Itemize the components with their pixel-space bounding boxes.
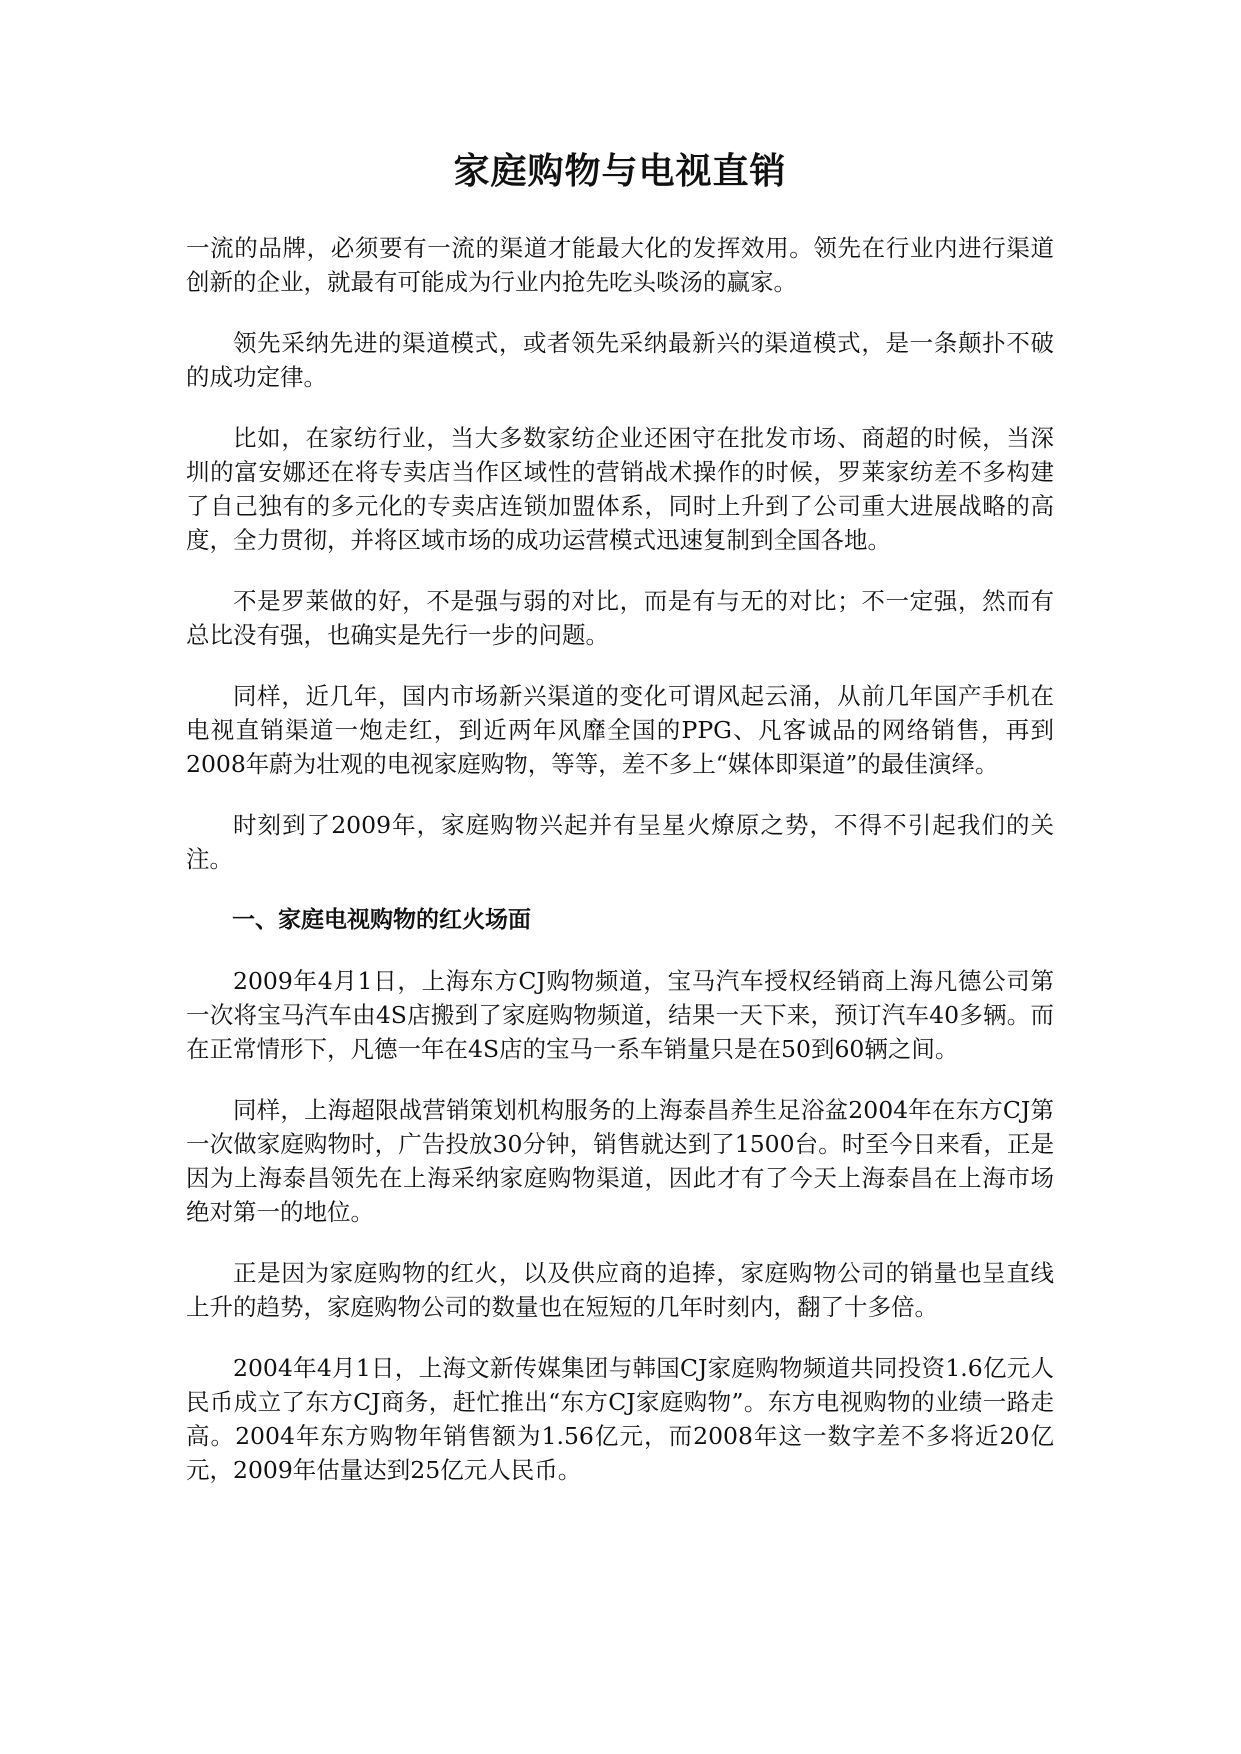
paragraph: 正是因为家庭购物的红火，以及供应商的追捧，家庭购物公司的销量也呈直线上升的趋势，家庭购物公司的数量也在短短的几年时刻内，翻了十多倍。 — [186, 1259, 1054, 1322]
paragraph: 同样，上海超限战营销策划机构服务的上海泰昌养生足浴盆2004年在东方CJ第一次做家庭购物时，广告投放30分钟，销售就达到了1500台。时至今日来看，正是因为上海泰昌领先在上海采纳家庭购物渠道，因此才有了今天上海泰昌在上海市场绝对第一的地位。 — [186, 1096, 1054, 1227]
document-page — [186, 150, 1054, 1514]
paragraph: 领先采纳先进的渠道模式，或者领先采纳最新兴的渠道模式，是一条颠扑不破的成功定律。 — [186, 329, 1054, 392]
paragraph: 时刻到了2009年，家庭购物兴起并有呈星火燎原之势，不得不引起我们的关注。 — [186, 811, 1054, 874]
paragraph: 比如，在家纺行业，当大多数家纺企业还困守在批发市场、商超的时候，当深圳的富安娜还在将专卖店当作区域性的营销战术操作的时候，罗莱家纺差不多构建了自己独有的多元化的专卖店连锁加盟体系，同时上升到了公司重大进展战略的高度，全力贯彻，并将区域市场的成功运营模式迅速复制到全国各地。 — [186, 424, 1054, 555]
paragraph: 同样，近几年，国内市场新兴渠道的变化可谓风起云涌，从前几年国产手机在电视直销渠道一炮走红，到近两年风靡全国的PPG、凡客诚品的网络销售，再到2008年蔚为壮观的电视家庭购物，等等，差不多上“媒体即渠道”的最佳演绎。 — [186, 682, 1054, 779]
paragraph: 2004年4月1日，上海文新传媒集团与韩国CJ家庭购物频道共同投资1.6亿元人民币成立了东方CJ商务，赶忙推出“东方CJ家庭购物”。东方电视购物的业绩一路走高。2004年东方购物年销售额为1.56亿元，而2008年这一数字差不多将近20亿元，2009年估量达到25亿元人民币。 — [186, 1354, 1054, 1485]
section-heading: 一、家庭电视购物的红火场面 — [232, 906, 531, 934]
paragraph-intro: 一流的品牌，必须要有一流的渠道才能最大化的发挥效用。领先在行业内进行渠道创新的企业，就最有可能成为行业内抢先吃头啖汤的赢家。 — [186, 234, 1054, 297]
document-title: 家庭购物与电视直销 — [453, 150, 787, 192]
paragraph: 2009年4月1日，上海东方CJ购物频道，宝马汽车授权经销商上海凡德公司第一次将宝马汽车由4S店搬到了家庭购物频道，结果一天下来，预订汽车40多辆。而在正常情形下，凡德一年在4S店的宝马一系车销量只是在50到60辆之间。 — [186, 967, 1054, 1064]
paragraph: 不是罗莱做的好，不是强与弱的对比，而是有与无的对比；不一定强，然而有总比没有强，也确实是先行一步的问题。 — [186, 587, 1054, 650]
